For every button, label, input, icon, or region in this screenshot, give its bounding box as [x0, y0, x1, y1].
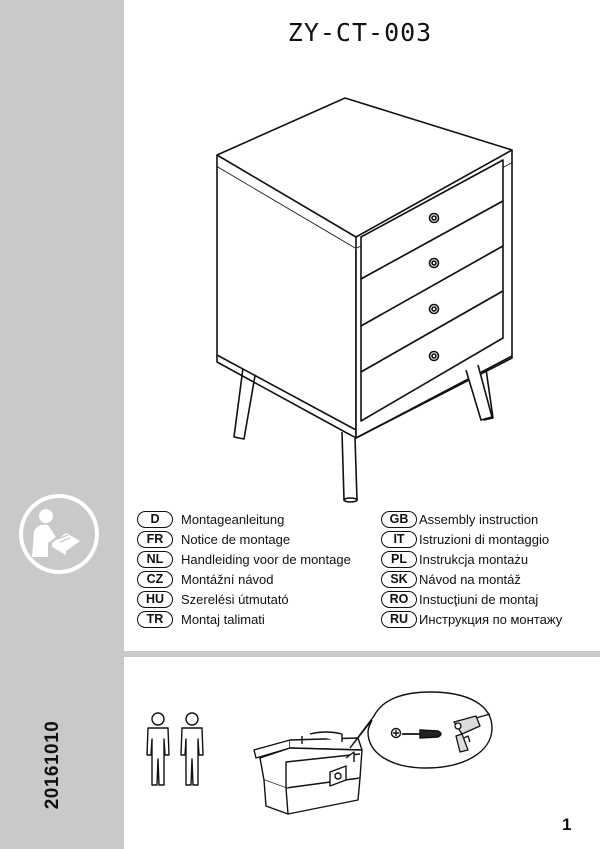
language-item-tr: [137, 611, 265, 628]
language-item-fr: [137, 531, 290, 548]
language-label: Instucţiuni de montaj: [419, 592, 539, 607]
page-number: 1: [562, 815, 572, 834]
language-label: Assembly instruction: [419, 512, 539, 527]
language-code-badge: D: [137, 511, 173, 528]
language-label: Szerelési útmutató: [181, 592, 289, 607]
language-label: Návod na montáž: [419, 572, 521, 587]
language-code-badge: PL: [381, 551, 417, 568]
language-code-badge: HU: [137, 591, 173, 608]
language-item-hu: [137, 591, 289, 608]
language-item-sk: [381, 571, 521, 588]
language-code-badge: NL: [137, 551, 173, 568]
language-label: Instrukcja montażu: [419, 552, 529, 567]
language-label: Инструкция по монтажу: [419, 612, 563, 627]
phillips-screwdriver-icon: [390, 723, 450, 747]
language-item-gb: [381, 511, 538, 528]
language-code-badge: CZ: [137, 571, 173, 588]
language-item-ru: [381, 611, 562, 628]
language-item-nl: [137, 551, 351, 568]
language-label: Handleiding voor de montage: [181, 552, 351, 567]
electric-drill-icon: [446, 712, 496, 754]
language-item-de: [137, 511, 284, 528]
language-item-cz: [137, 571, 274, 588]
language-code-badge: RU: [381, 611, 417, 628]
language-code-badge: GB: [381, 511, 417, 528]
language-code-badge: SK: [381, 571, 417, 588]
read-manual-icon: [18, 493, 100, 575]
two-persons-icon: [142, 711, 212, 787]
language-label: Montageanleitung: [181, 512, 285, 527]
language-code-badge: RO: [381, 591, 417, 608]
language-label: Montaj talimati: [181, 612, 265, 627]
language-item-pl: [381, 551, 528, 568]
language-label: Istruzioni di montaggio: [419, 532, 550, 547]
model-title: ZY-CT-003: [287, 18, 433, 47]
language-item-ro: [381, 591, 538, 608]
language-code-badge: TR: [137, 611, 173, 628]
language-code-badge: IT: [381, 531, 417, 548]
language-code-badge: FR: [137, 531, 173, 548]
language-label: Notice de montage: [181, 532, 291, 547]
language-item-it: [381, 531, 549, 548]
language-label: Montážní návod: [181, 572, 274, 587]
section-divider: [0, 651, 600, 657]
date-code: 20161010: [42, 720, 63, 810]
